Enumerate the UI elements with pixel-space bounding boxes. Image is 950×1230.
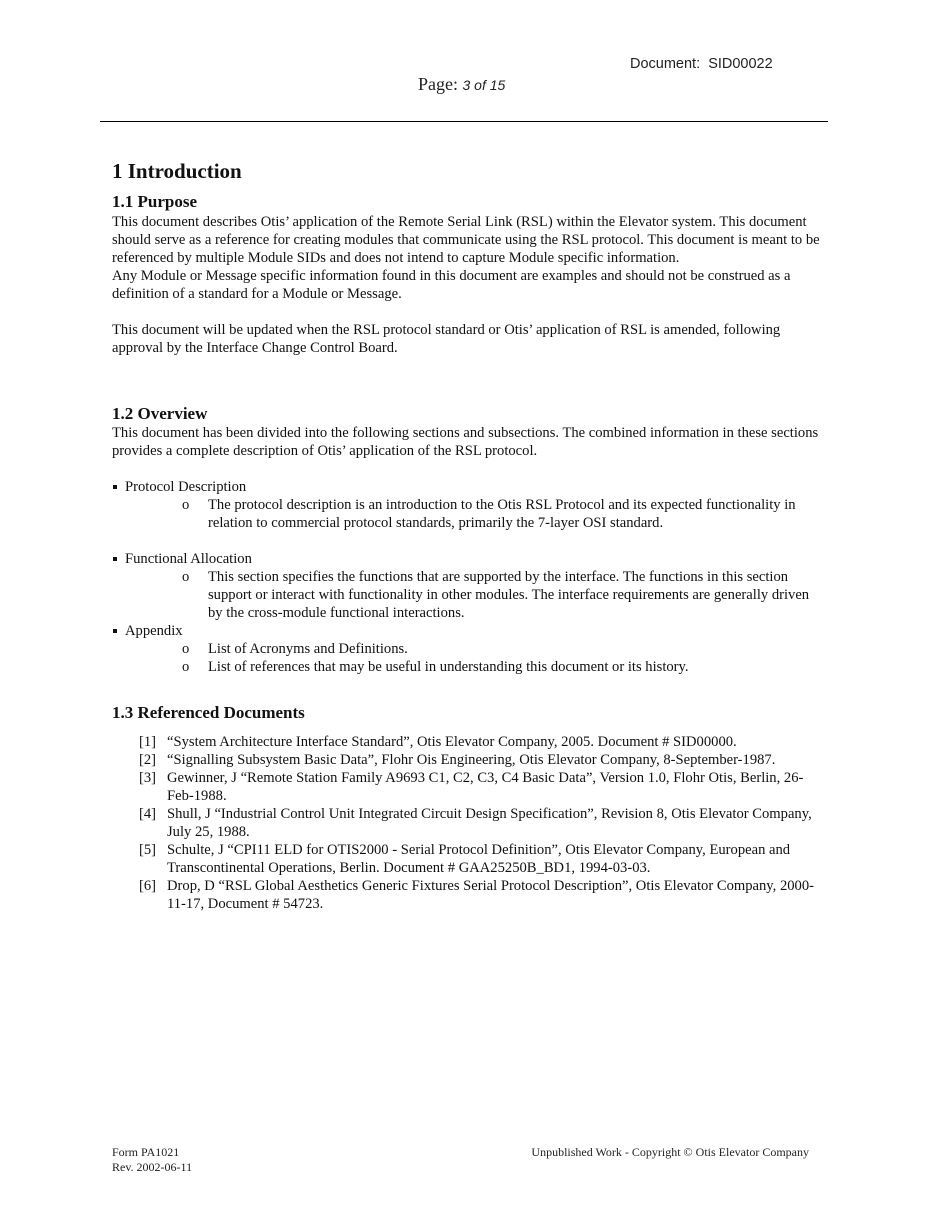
list-item-label: Appendix xyxy=(125,622,183,639)
bullet-square-icon xyxy=(113,557,117,561)
footer-form-info xyxy=(112,1145,192,1175)
circle-bullet-icon: o xyxy=(182,568,190,585)
overview-heading: 1.2 Overview xyxy=(112,403,208,423)
references-heading: 1.3 Referenced Documents xyxy=(112,702,305,722)
sub-list-item: o List of references that may be useful in understanding this document or its history. xyxy=(182,658,689,675)
section-title: 1 Introduction xyxy=(112,159,242,183)
reference-item: [2] “Signalling Subsystem Basic Data”, Flohr Ois Engineering, Otis Elevator Company, 8-September-1987. xyxy=(139,752,776,769)
overview-intro: This document has been divided into the following sections and subsections. The combined information in these sections provides a complete description of Otis’ application of the RSL protocol. xyxy=(112,424,819,459)
bullet-square-icon xyxy=(113,629,117,633)
document-body xyxy=(112,158,820,913)
reference-list xyxy=(112,733,820,913)
purpose-paragraph: Any Module or Message specific information found in this document are examples and should not be construed as a definition of a standard for a Module or Message. xyxy=(112,267,791,302)
sub-list-item: o List of Acronyms and Definitions. xyxy=(182,640,408,657)
list-item xyxy=(112,478,820,532)
circle-bullet-icon: o xyxy=(182,640,190,657)
footer-copyright: Unpublished Work - Copyright © Otis Elevator Company xyxy=(531,1145,809,1159)
sub-list-item: o The protocol description is an introduction to the Otis RSL Protocol and its expected functionality in relation to commercial protocol standards, primarily the 7-layer OSI standard. xyxy=(182,496,796,531)
reference-item: [1] “System Architecture Interface Standard”, Otis Elevator Company, 2005. Document # SID00000. xyxy=(139,734,737,751)
reference-item: [6] Drop, D “RSL Global Aesthetics Generic Fixtures Serial Protocol Description”, Otis Elevator Company, 2000-11-17, Document # 54723. xyxy=(139,878,814,913)
document-label: Document: xyxy=(630,56,701,72)
list-item xyxy=(112,622,820,676)
circle-bullet-icon: o xyxy=(182,658,190,675)
footer-rev: Rev. 2002-06-11 xyxy=(112,1160,193,1174)
sub-list-item: o This section specifies the functions that are supported by the interface. The functions in this section support or interact with functionality in other modules. The interface requirements are generally driven by the cross-module functional interactions. xyxy=(182,568,810,621)
purpose-paragraph: This document describes Otis’ application of the Remote Serial Link (RSL) within the Elevator system. This document should serve as a reference for creating modules that communicate using the RSL protocol. This document is meant to be referenced by multiple Module SIDs and does not intend to capture Module specific information. xyxy=(112,213,820,266)
circle-bullet-icon: o xyxy=(182,496,190,513)
page-label: Page: xyxy=(418,74,458,94)
reference-item: [3] Gewinner, J “Remote Station Family A9693 C1, C2, C3, C4 Basic Data”, Version 1.0, Flohr Otis, Berlin, 26-Feb-1988. xyxy=(139,770,804,805)
document-id-header xyxy=(630,56,773,72)
list-item-label: Protocol Description xyxy=(125,478,247,495)
reference-item: [4] Shull, J “Industrial Control Unit Integrated Circuit Design Specification”, Revision 8, Otis Elevator Company, July 25, 1988. xyxy=(139,806,812,841)
reference-item: [5] Schulte, J “CPI11 ELD for OTIS2000 - Serial Protocol Definition”, Otis Elevator Company, European and Transcontinental Operations, Berlin. Document # GAA25250B_BD1, 1994-03-03. xyxy=(139,842,791,877)
purpose-heading: 1.1 Purpose xyxy=(112,192,197,212)
overview-list xyxy=(112,550,820,676)
footer-form: Form PA1021 xyxy=(112,1145,180,1159)
overview-list xyxy=(112,478,820,532)
list-item-label: Functional Allocation xyxy=(125,550,252,567)
list-item xyxy=(112,550,820,622)
bullet-square-icon xyxy=(113,485,117,489)
document-id: SID00022 xyxy=(708,56,773,72)
purpose-paragraph: This document will be updated when the RSL protocol standard or Otis’ application of RSL is amended, following approval by the Interface Change Control Board. xyxy=(112,321,781,356)
page-indicator xyxy=(418,74,505,95)
header-divider xyxy=(100,121,828,122)
page-value: 3 of 15 xyxy=(462,77,506,93)
